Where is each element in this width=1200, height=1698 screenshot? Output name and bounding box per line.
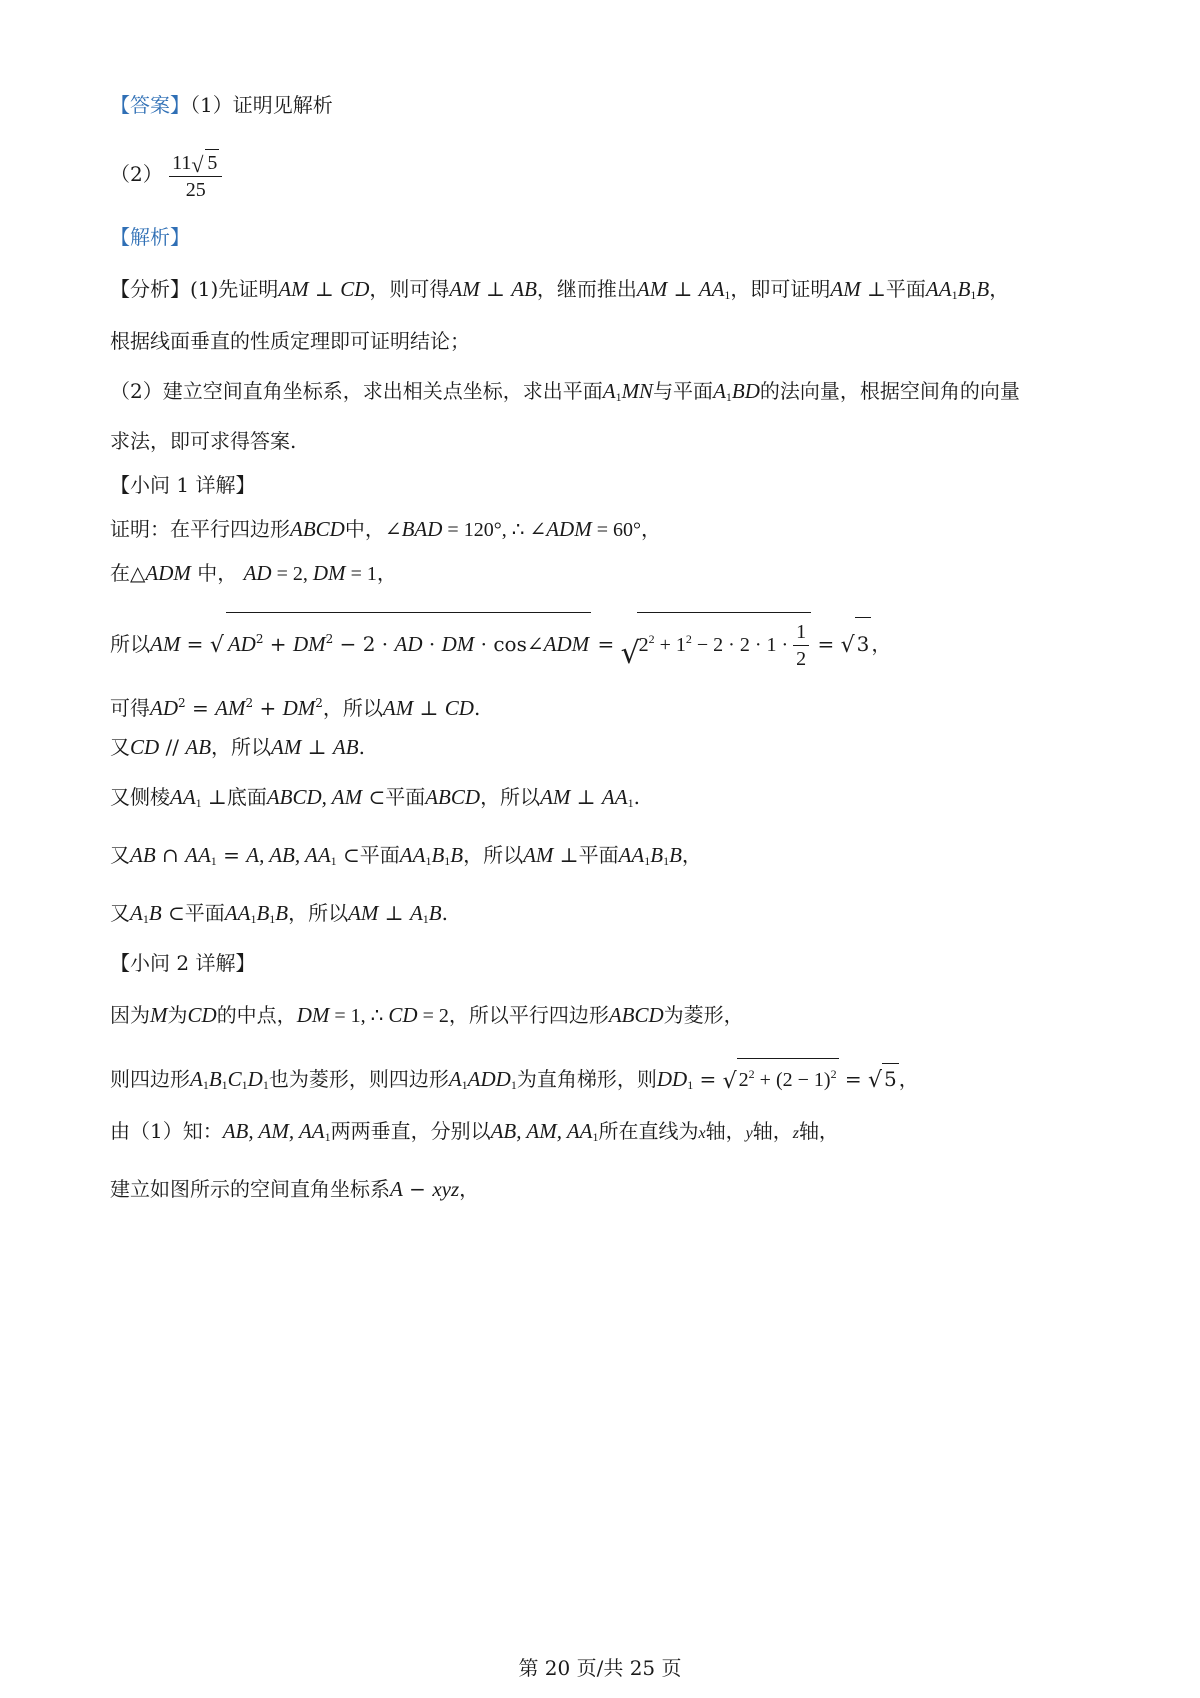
q1-line-6: 又侧棱$AA_1$ ⊥底面ABCD, AM ⊂平面ABCD，所以AM ⊥ $AA_1$. (110, 785, 640, 810)
analysis-label: 【解析】 (110, 225, 190, 249)
page-footer: 第 20 页/共 25 页 (518, 1656, 682, 1680)
fenxi-line-1: 【分析】(1)先证明AM ⊥ CD，则可得AM ⊥ AB，继而推出AM ⊥ $AA_1$，即可证明AM ⊥平面$AA_1B_1B$， (110, 277, 1010, 302)
fenxi-line-3: （2）建立空间直角坐标系，求出相关点坐标，求出平面$A_1MN$与平面$A_1BD$的法向量，根据空间角的向量 (110, 379, 1020, 404)
answer-part2-line (110, 146, 1110, 203)
analysis-label-line (110, 222, 1110, 252)
fenxi-line-2: 根据线面垂直的性质定理即可证明结论； (110, 329, 470, 353)
q1-label: 【小问 1 详解】 (110, 473, 256, 497)
answer-label: 【答案】 (110, 93, 190, 117)
q1-line-3: 所以AM = √ $AD^2 + DM^2 - 2$ · AD · DM · cos∠ADM = √ $2^2 + 1^2 - 2 \cdot 2 \cdot 1$ · $\frac{1}{2}$ = √ 3 ， (110, 612, 1110, 672)
answer-part1: （1）证明见解析 (190, 93, 333, 117)
q1-line-4: 可得$AD^2 = AM^2 + DM^2$，所以AM ⊥ CD. (110, 696, 481, 720)
q2-line-1: 因为M为CD的中点，DM = 1, ∴ CD = 2，所以平行四边形ABCD为菱形， (110, 1003, 744, 1027)
q1-line-1: 证明：在平行四边形ABCD中，∠BAD = 120°, ∴ ∠ADM = 60°， (110, 517, 661, 541)
q1-line-8: 又$A_1B$ ⊂平面$AA_1B_1B$，所以AM ⊥ $A_1B$. (110, 901, 448, 926)
answer-line (110, 90, 1110, 120)
q1-line-2: 在△ADM 中， AD = 2, DM = 1， (110, 561, 397, 585)
q2-label: 【小问 2 详解】 (110, 951, 256, 975)
answer-part2-prefix: （2） (110, 162, 163, 186)
q1-line-7: 又AB ∩ $AA_1 = A$, AB, $AA_1$ ⊂平面$AA_1B_1B$，所以AM ⊥平面$AA_1B_1B$， (110, 843, 702, 868)
q1-line-5: 又CD // AB，所以AM ⊥ AB. (110, 735, 365, 759)
q2-line-4: 建立如图所示的空间直角坐标系A − xyz， (110, 1177, 480, 1201)
q2-line-3: 由（1）知：AB, AM, $AA_1$两两垂直，分别以AB, AM, $AA_1$所在直线为x轴，y轴，z轴， (110, 1119, 839, 1144)
fenxi-line-4: 求法，即可求得答案. (110, 429, 297, 453)
q2-line-2: 则四边形$A_1B_1C_1D_1$也为菱形，则四边形$A_1ADD_1$为直角梯形，则$DD_1$ = √ $2^2 + (2 - 1)^2$ = √ 5 ， (110, 1058, 1110, 1100)
answer-fraction: 11 √ 5 25 (169, 149, 222, 203)
